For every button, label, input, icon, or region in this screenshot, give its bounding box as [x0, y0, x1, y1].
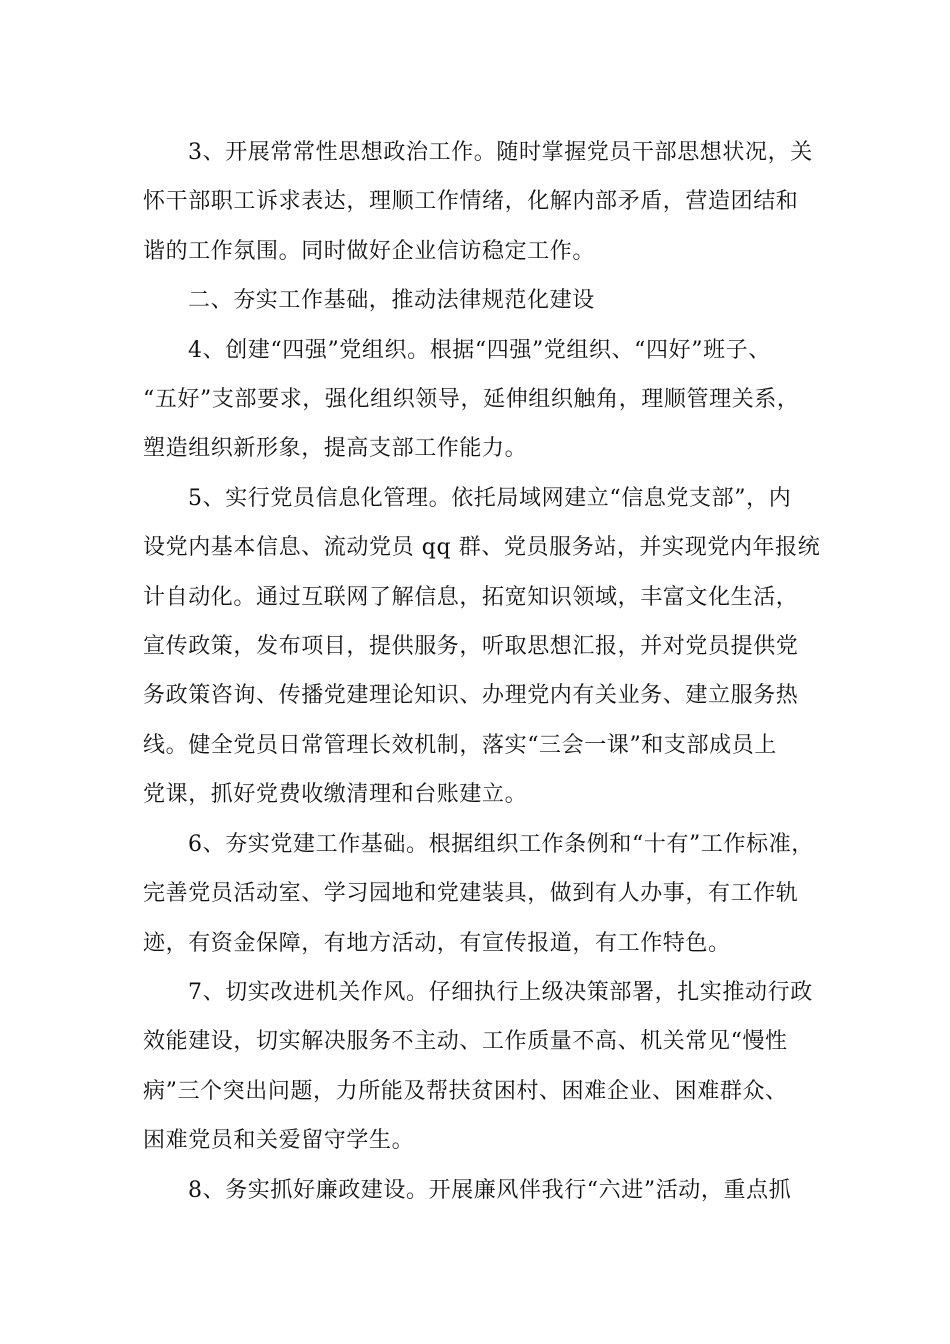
paragraph-line: 宣传政策，发布项目，提供服务，听取思想汇报，并对党员提供党: [143, 634, 799, 660]
paragraph-line: “五好”支部要求，强化组织领导，延伸组织触角，理顺管理关系，: [143, 387, 800, 413]
paragraph-line: 3、开展常常性思想政治工作。随时掌握党员干部思想状况，关: [188, 140, 813, 165]
paragraph-line: 线。健全党员日常管理长效机制，落实“三会一课”和支部成员上: [143, 732, 777, 758]
section-heading-2: [143, 276, 808, 325]
paragraph-line: 务政策咨询、传播党建理论知识、办理党内有关业务、建立服务热: [143, 683, 799, 709]
paragraph-item-8: [143, 1166, 808, 1215]
paragraph-line: 困难党员和关爱留守学生。: [143, 1128, 415, 1154]
paragraph-line: 迹，有资金保障，有地方活动，有宣传报道，有工作特色。: [143, 930, 731, 956]
paragraph-line: 7、切实改进机关作风。仔细执行上级决策部署，扎实推动行政: [188, 979, 813, 1005]
paragraph-line: 4、创建“四强”党组织。根据“四强”党组织、“四好”班子、: [188, 337, 771, 363]
paragraph-line: 设党内基本信息、流动党员 qq 群、党员服务站，并实现党内年报统: [143, 535, 821, 561]
paragraph-item-7: [143, 968, 813, 1166]
paragraph-line: 完善党员活动室、学习园地和党建装具，做到有人办事，有工作轨: [143, 881, 799, 907]
paragraph-line: 5、实行党员信息化管理。依托局域网建立“信息党支部”，内: [188, 485, 792, 511]
paragraph-line: 病”三个突出问题，力所能及帮扶贫困村、困难企业、困难群众、: [143, 1078, 788, 1104]
paragraph-item-3: [143, 128, 813, 276]
paragraph-item-4: [143, 326, 808, 474]
paragraph-line: 谐的工作氛围。同时做好企业信访稳定工作。: [143, 238, 596, 264]
paragraph-line: 效能建设，切实解决服务不主动、工作质量不高、机关常见“慢性: [143, 1029, 788, 1055]
paragraph-item-5: [143, 474, 821, 820]
document-body: [143, 128, 821, 1215]
paragraph-line: 怀干部职工诉求表达，理顺工作情绪，化解内部矛盾，营造团结和: [143, 189, 799, 215]
paragraph-line: 计自动化。通过互联网了解信息，拓宽知识领域，丰富文化生活，: [143, 584, 799, 610]
paragraph-line: 党课，抓好党费收缴清理和台账建立。: [143, 782, 528, 808]
paragraph-line: 6、夯实党建工作基础。根据组织工作条例和“十有”工作标准，: [188, 831, 814, 857]
paragraph-line: 8、务实抓好廉政建设。开展廉风伴我行“六进”活动，重点抓: [188, 1177, 792, 1203]
paragraph-line: 塑造组织新形象，提高支部工作能力。: [143, 436, 528, 462]
paragraph-item-6: [143, 820, 814, 968]
section-heading-text: 二、夯实工作基础，推动法律规范化建设: [188, 288, 595, 314]
